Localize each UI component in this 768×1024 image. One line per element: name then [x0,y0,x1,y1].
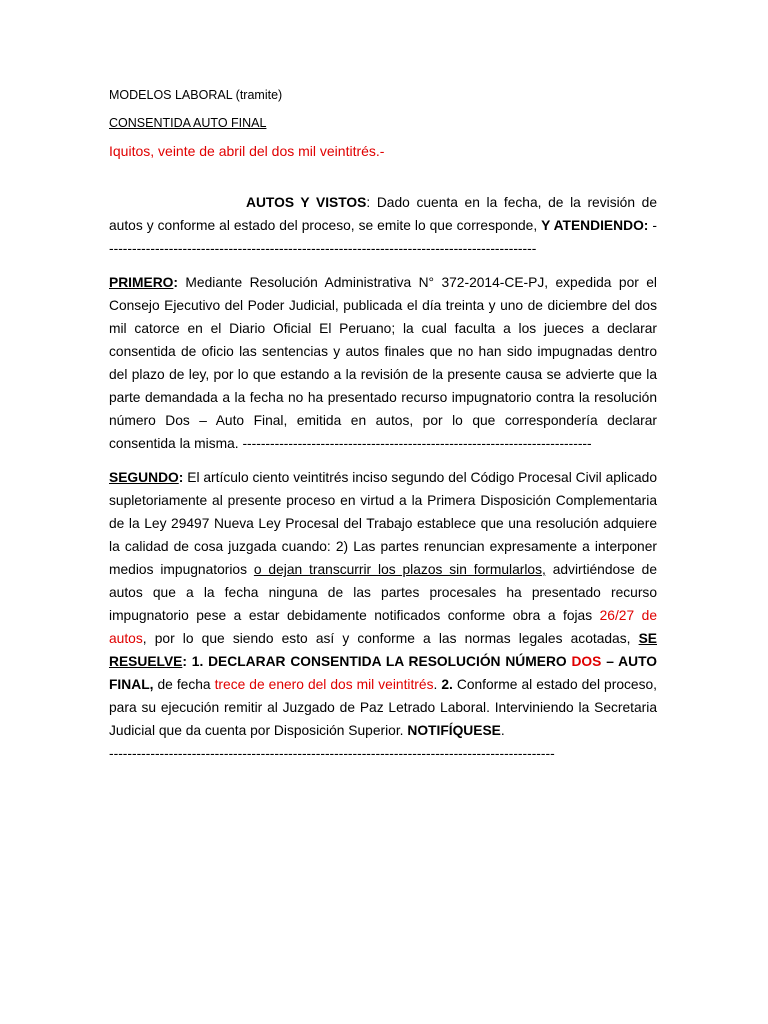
segundo-text-4: Conforme al estado del proceso, para su ejecución remitir al Juzgado de Paz Letrado Laboral. Interviniendo la Secretaria Judicial que da cuenta por Disposición Superior. [109,677,657,738]
resolution-number: DOS [571,654,602,669]
segundo-underlined-text: o dejan transcurrir los plazos sin formularlos, [253,562,546,577]
autos-paragraph [109,191,657,260]
autos-text: : Dado cuenta en la fecha, de la revisión de autos y conforme al estado del proceso, se emite lo que corresponde, [109,195,657,233]
primero-colon: : [173,275,178,290]
segundo-colon: : [178,470,184,485]
segundo-text-3: , por lo que siendo esto así y conforme a las normas legales acotadas, [142,631,639,646]
document-category: MODELOS LABORAL (tramite) [109,88,283,102]
document-subtitle: CONSENTIDA AUTO FINAL [109,116,267,130]
se-resuelve-label: SE RESUELVE [109,631,657,669]
se-resuelve-colon: : [182,654,187,669]
declarar-text: 1. DECLARAR CONSENTIDA LA RESOLUCIÓN NÚMERO [186,654,572,669]
notifiquese-label: NOTIFÍQUESE [407,723,501,738]
atendiendo-label: Y ATENDIENDO: [541,218,649,233]
date-line: Iquitos, veinte de abril del dos mil veintitrés.- [109,143,385,159]
resolution-date: trece de enero del dos mil veintitrés [214,677,434,692]
auto-final-label: – AUTO FINAL, [109,654,658,692]
fojas-reference: 26/27 de autos [109,608,657,646]
segundo-label: SEGUNDO [109,470,179,485]
segundo-text-1: El artículo ciento veintitrés inciso segundo del Código Procesal Civil aplicado supletoriamente al presente proceso en virtud a la Primera Disposición Complementaria de la Ley 29497 Nueva Ley Procesal del Trabajo establece que una resolución adquiere la calidad de cosa juzgada cuando: 2) Las partes renuncian expresamente a interponer medios impugnatorios [109,470,657,577]
item-two-number: 2. [441,677,453,692]
primero-dashes: ---------------------------------------------------------------------------- [238,436,592,451]
document-page [109,84,657,765]
final-period: . [500,723,505,738]
autos-heading: AUTOS Y VISTOS [246,195,367,210]
closing-dashes: ------------------------------------------------------------------------------------------------- [109,746,555,761]
date-dot: . [433,677,442,692]
primero-paragraph [109,271,657,455]
de-fecha-text: de fecha [153,677,215,692]
primero-label: PRIMERO [109,275,174,290]
segundo-paragraph [109,466,657,742]
autos-dashes: ---------------------------------------------------------------------------------------------- [109,218,657,256]
primero-text: Mediante Resolución Administrativa N° 372-2014-CE-PJ, expedida por el Consejo Ejecutivo del Poder Judicial, publicada el día treinta y uno de diciembre del dos mil catorce en el Diario Oficial El Peruano; la cual faculta a los jueces a declarar consentida de oficio las sentencias y autos finales que no han sido impugnadas dentro del plazo de ley, por lo que estando a la revisión de la presente causa se advierte que la parte demandada a la fecha no ha presentado recurso impugnatorio contra la resolución número Dos – Auto Final, emitida en autos, por lo que correspondería declarar consentida la misma. [109,275,657,451]
segundo-text-2: advirtiéndose de autos que a la fecha ninguna de las partes procesales ha presentado recurso impugnatorio pese a estar debidamente notificados conforme obra a fojas [109,562,657,623]
